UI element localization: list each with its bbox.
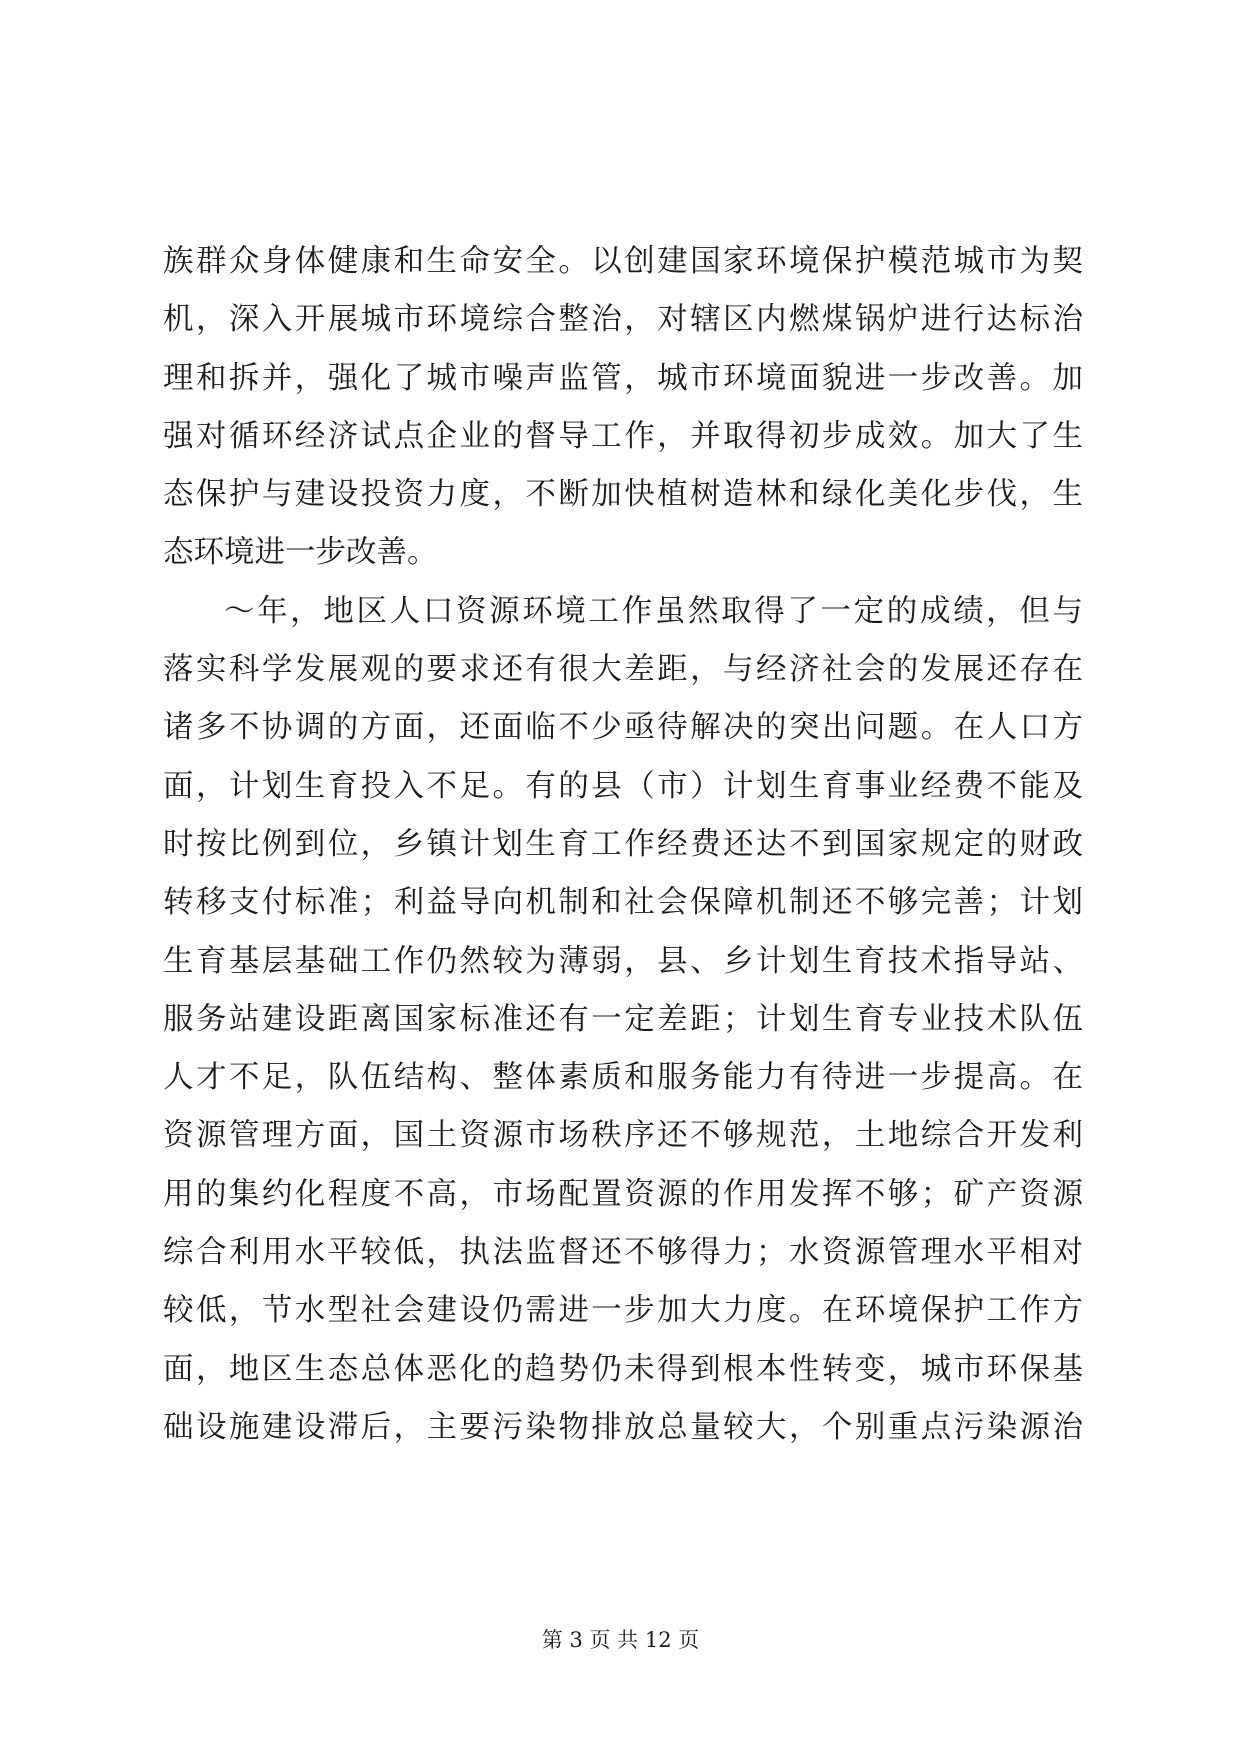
text-line: 落实科学发展观的要求还有很大差距，与经济社会的发展还存在: [163, 652, 1083, 688]
page-number-footer: 第 3 页 共 12 页: [541, 1628, 700, 1652]
text-line: 强对循环经济试点企业的督导工作，并取得初步成效。加大了生: [163, 418, 1083, 454]
text-line: ～年，地区人口资源环境工作虽然取得了一定的成绩，但与: [224, 593, 1083, 629]
paragraph-1: [163, 233, 1083, 583]
text-line: 人才不足，队伍结构、整体素质和服务能力有待进一步提高。在: [163, 1060, 1083, 1096]
text-line: 础设施建设滞后，主要污染物排放总量较大，个别重点污染源治: [163, 1409, 1083, 1445]
text-line: 理和拆并，强化了城市噪声监管，城市环境面貌进一步改善。加: [163, 360, 1083, 396]
text-line: 面，计划生育投入不足。有的县（市）计划生育事业经费不能及: [163, 768, 1083, 804]
text-line: 诸多不协调的方面，还面临不少亟待解决的突出问题。在人口方: [163, 710, 1083, 746]
text-line: 机，深入开展城市环境综合整治，对辖区内燃煤锅炉进行达标治: [163, 302, 1083, 338]
text-line: 面，地区生态总体恶化的趋势仍未得到根本性转变，城市环保基: [163, 1351, 1083, 1387]
text-line: 较低，节水型社会建设仍需进一步加大力度。在环境保护工作方: [163, 1293, 1083, 1329]
text-line: 态保护与建设投资力度，不断加快植树造林和绿化美化步伐，生: [163, 477, 1083, 513]
text-line: 族群众身体健康和生命安全。以创建国家环境保护模范城市为契: [163, 244, 1083, 279]
paragraph-2: [163, 583, 1083, 1457]
text-line: 用的集约化程度不高，市场配置资源的作用发挥不够；矿产资源: [163, 1176, 1083, 1212]
text-line: 综合利用水平较低，执法监督还不够得力；水资源管理水平相对: [163, 1235, 1083, 1271]
text-line: 态环境进一步改善。: [163, 535, 438, 571]
text-line: 转移支付标准；利益导向机制和社会保障机制还不够完善；计划: [163, 885, 1083, 921]
text-line: 时按比例到位，乡镇计划生育工作经费还达不到国家规定的财政: [163, 826, 1083, 862]
text-line: 服务站建设距离国家标准还有一定差距；计划生育专业技术队伍: [163, 1001, 1083, 1037]
body-text: [163, 233, 1083, 1457]
text-line: 生育基层基础工作仍然较为薄弱，县、乡计划生育技术指导站、: [163, 943, 1083, 979]
text-line: 资源管理方面，国土资源市场秩序还不够规范，土地综合开发利: [163, 1118, 1083, 1154]
